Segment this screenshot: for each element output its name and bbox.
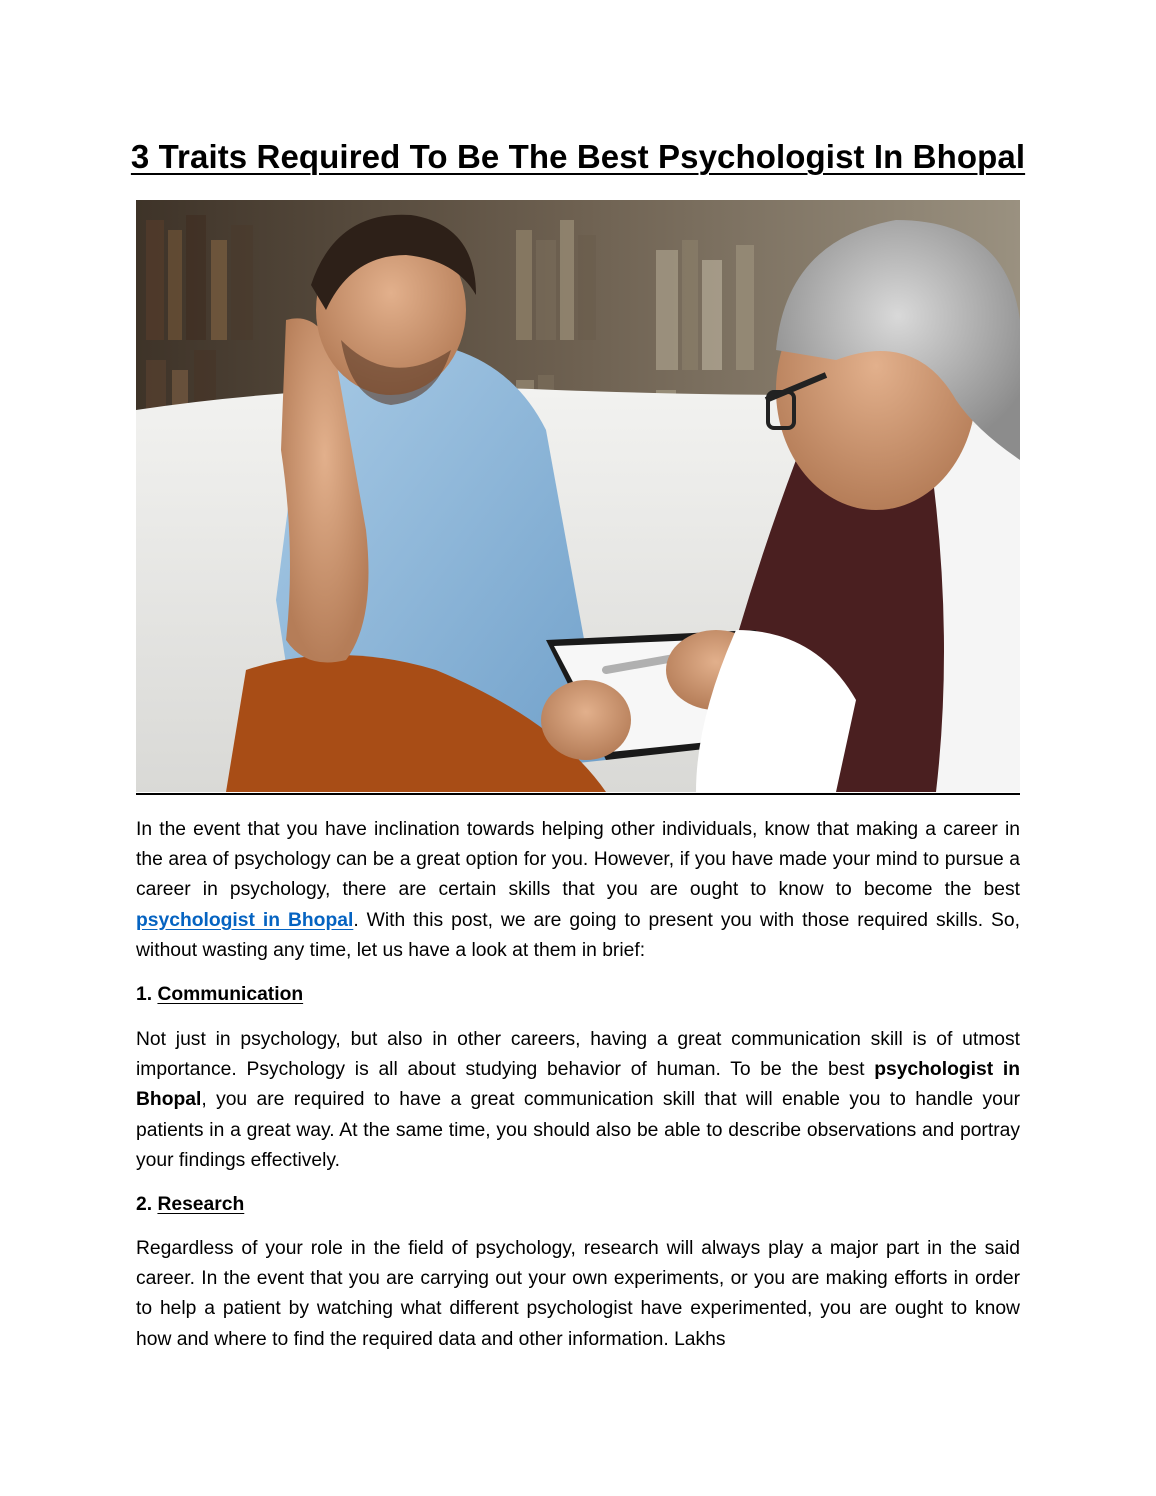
intro-text-end: . With this post, we are going to present you with those required skills. So, without wasting any time, let us have a look at them in brief:	[136, 909, 1020, 961]
communication-paragraph	[136, 1025, 1020, 1176]
section-title: Research	[157, 1194, 245, 1215]
section-number: 1.	[136, 984, 158, 1005]
page-title: 3 Traits Required To Be The Best Psychologist In Bhopal	[130, 138, 1026, 175]
research-paragraph	[136, 1234, 1020, 1355]
psychologist-in-bhopal-link[interactable]: psychologist in Bhopal	[136, 909, 354, 931]
research-text: Regardless of your role in the field of psychology, research will always play a major part in the said career. In the event that you are carrying out your own experiments, or you are making efforts in order to help a patient by watching what different psychologist have experimented, you are ought to know how and where to find the required data and other information. Lakhs	[136, 1238, 1020, 1350]
therapy-session-illustration	[136, 200, 1020, 792]
communication-text-start: Not just in psychology, but also in other careers, having a great communication skill is of utmost importance. Psychology is all about studying behavior of human. To be the best	[136, 1029, 1020, 1081]
section-number: 2.	[136, 1194, 158, 1215]
section-heading-communication	[136, 981, 303, 1009]
hero-image	[136, 200, 1020, 792]
section-heading-research	[136, 1191, 244, 1219]
intro-paragraph	[136, 815, 1020, 966]
communication-text-end: , you are required to have a great communication skill that will enable you to handle your patients in a great way. At the same time, you should also be able to describe observations and portray your findings effectively.	[136, 1089, 1020, 1171]
image-bottom-rule	[136, 793, 1020, 795]
intro-text-start: In the event that you have inclination towards helping other individuals, know that making a career in the area of psychology can be a great option for you. However, if you have made your mind to pursue a career in psychology, there are certain skills that you are ought to know to become the best	[136, 819, 1020, 901]
section-title: Communication	[157, 984, 304, 1005]
communication-bold-keyword: psychologist in Bhopal	[136, 1059, 1020, 1111]
